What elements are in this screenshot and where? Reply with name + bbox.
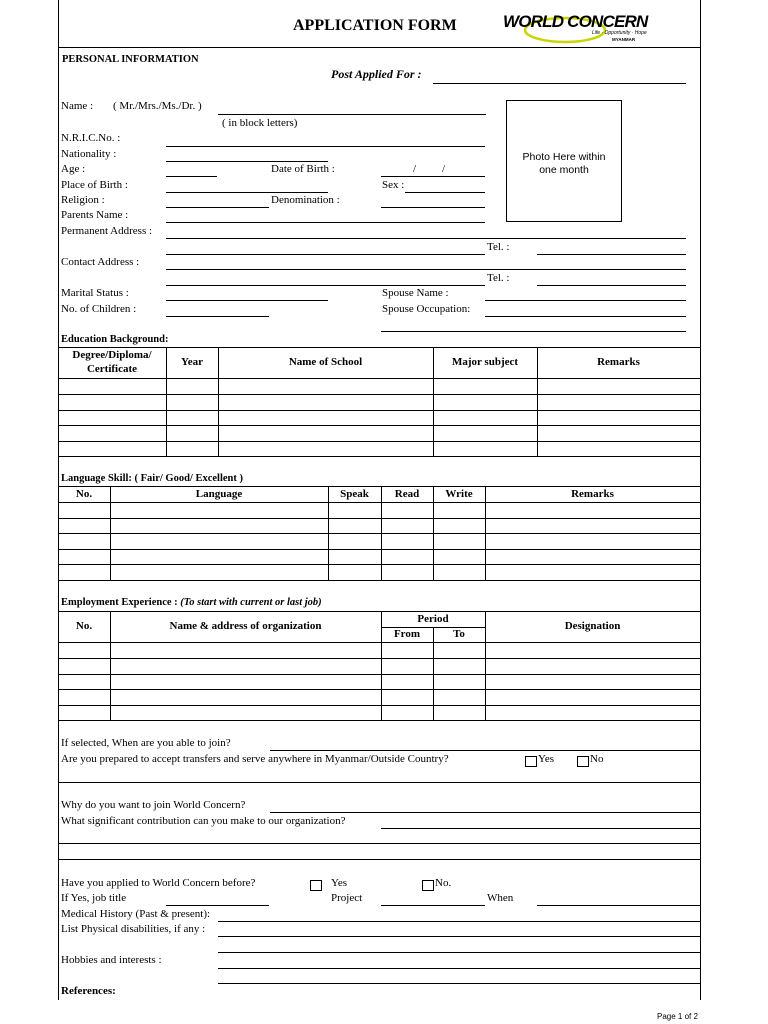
- emp-header-designation: Designation: [564, 620, 621, 633]
- language-title: Language Skill: ( Fair/ Good/ Excellent ): [61, 473, 244, 484]
- references-label: References:: [61, 985, 116, 997]
- spouse-name-input[interactable]: [485, 300, 686, 301]
- denomination-input[interactable]: [381, 207, 485, 208]
- why-join-input[interactable]: [270, 812, 701, 813]
- tel-label-1: Tel. :: [487, 241, 510, 253]
- section-divider-1: [58, 782, 701, 783]
- employment-title: Employment Experience :: [61, 597, 178, 608]
- hobbies-input-3[interactable]: [218, 983, 701, 984]
- post-applied-label: Post Applied For :: [331, 67, 422, 81]
- hobbies-input-2[interactable]: [218, 968, 701, 969]
- nric-input[interactable]: [166, 146, 485, 147]
- logo-tagline: Life · Opportunity · Hope: [592, 30, 647, 36]
- nationality-input[interactable]: [166, 161, 328, 162]
- when-input[interactable]: [537, 905, 701, 906]
- logo-sub: MYANMAR: [612, 37, 636, 42]
- job-title-input[interactable]: [166, 905, 269, 906]
- dob-label: Date of Birth :: [271, 163, 335, 175]
- applied-no-checkbox[interactable]: [422, 880, 434, 891]
- religion-label: Religion :: [61, 194, 105, 206]
- employment-title-row: [61, 598, 322, 609]
- form-title: APPLICATION FORM: [293, 17, 457, 34]
- lang-header-read: Read: [394, 487, 420, 500]
- permanent-address-input-2[interactable]: [166, 254, 485, 255]
- edu-header-remarks: Remarks: [597, 356, 640, 369]
- edu-header-school: Name of School: [288, 356, 363, 369]
- lang-header-speak: Speak: [340, 487, 369, 500]
- sex-input[interactable]: [405, 192, 485, 193]
- spouse-name-label: Spouse Name :: [382, 287, 449, 299]
- permanent-address-label: Permanent Address :: [61, 225, 153, 237]
- join-when-input[interactable]: [270, 750, 701, 751]
- transfers-yes-checkbox[interactable]: [525, 756, 537, 767]
- permanent-address-input-1[interactable]: [166, 238, 686, 239]
- salutation-label: ( Mr./Mrs./Ms./Dr. ): [113, 100, 202, 112]
- emp-header-no: No.: [75, 620, 93, 633]
- place-of-birth-label: Place of Birth :: [61, 179, 128, 191]
- transfers-no-label: No: [590, 753, 604, 765]
- nric-label: N.R.I.C.No. :: [61, 132, 121, 144]
- children-label: No. of Children :: [61, 303, 137, 315]
- children-input[interactable]: [166, 316, 269, 317]
- applied-yes-checkbox[interactable]: [310, 880, 322, 891]
- transfers-no-checkbox[interactable]: [577, 756, 589, 767]
- tel-input-2[interactable]: [537, 285, 686, 286]
- project-label: Project: [331, 892, 363, 904]
- sex-label: Sex :: [382, 179, 405, 191]
- lang-header-remarks: Remarks: [571, 487, 614, 500]
- dob-slash-2: /: [442, 163, 446, 175]
- section-personal-title: PERSONAL INFORMATION: [62, 54, 199, 65]
- when-label: When: [487, 892, 514, 904]
- education-title: Education Background:: [61, 334, 169, 345]
- nationality-label: Nationality :: [61, 148, 117, 160]
- emp-header-to: To: [453, 628, 465, 641]
- medical-input[interactable]: [218, 921, 701, 922]
- spouse-occupation-label: Spouse Occupation:: [382, 303, 471, 315]
- edu-header-degree: Degree/Diploma/ Certificate: [72, 349, 152, 375]
- tel-input-1[interactable]: [537, 254, 686, 255]
- lang-header-write: Write: [445, 487, 473, 500]
- parents-name-input[interactable]: [166, 222, 485, 223]
- project-input[interactable]: [381, 905, 485, 906]
- religion-input[interactable]: [166, 207, 269, 208]
- hobbies-label: Hobbies and interests :: [61, 954, 162, 966]
- disabilities-label: List Physical disabilities, if any :: [61, 923, 206, 935]
- emp-header-org: Name & address of organization: [169, 620, 322, 633]
- name-input[interactable]: [218, 114, 486, 115]
- lang-header-language: Language: [195, 487, 243, 500]
- dob-input[interactable]: [381, 176, 485, 177]
- answer-line-2[interactable]: [58, 859, 701, 860]
- name-label: Name :: [61, 100, 94, 112]
- lang-header-no: No.: [75, 487, 93, 500]
- spouse-occupation-input[interactable]: [485, 316, 686, 317]
- parents-name-label: Parents Name :: [61, 209, 129, 221]
- denomination-label: Denomination :: [271, 194, 340, 206]
- contribution-input[interactable]: [381, 828, 701, 829]
- spouse-occupation-input-2[interactable]: [381, 331, 686, 332]
- marital-status-label: Marital Status :: [61, 287, 129, 299]
- age-label: Age :: [61, 163, 86, 175]
- transfers-yes-label: Yes: [538, 753, 555, 765]
- edu-header-major: Major subject: [451, 356, 519, 369]
- join-when-label: If selected, When are you able to join?: [61, 737, 231, 749]
- emp-header-from: From: [393, 628, 421, 641]
- why-join-label: Why do you want to join World Concern?: [61, 799, 246, 811]
- photo-box[interactable]: [506, 100, 622, 222]
- applied-no-label: No.: [435, 877, 452, 889]
- employment-title-note: (To start with current or last job): [180, 597, 322, 608]
- edu-header-year: Year: [181, 356, 203, 369]
- transfers-label: Are you prepared to accept transfers and serve anywhere in Myanmar/Outside Country?: [61, 753, 449, 765]
- contact-address-input-2[interactable]: [166, 285, 485, 286]
- emp-header-period: Period: [417, 612, 449, 625]
- block-letters-note: ( in block letters): [222, 117, 298, 129]
- answer-line-1[interactable]: [58, 843, 701, 844]
- page-number: Page 1 of 2: [657, 1012, 698, 1021]
- disabilities-input[interactable]: [218, 936, 701, 937]
- applied-before-label: Have you applied to World Concern before?: [61, 877, 256, 889]
- contact-address-input-1[interactable]: [166, 269, 686, 270]
- photo-note: Photo Here within one month: [522, 151, 606, 176]
- tel-label-2: Tel. :: [487, 272, 510, 284]
- medical-label: Medical History (Past & present):: [61, 908, 211, 920]
- logo-text: WORLD CONCERN: [503, 12, 648, 31]
- header-divider: [58, 47, 701, 48]
- applied-yes-label: Yes: [331, 877, 348, 889]
- dob-slash-1: /: [413, 163, 417, 175]
- job-title-label: If Yes, job title: [61, 892, 127, 904]
- age-input[interactable]: [166, 176, 217, 177]
- hobbies-input-1[interactable]: [218, 952, 701, 953]
- contact-address-label: Contact Address :: [61, 256, 140, 268]
- place-of-birth-input[interactable]: [166, 192, 328, 193]
- contribution-label: What significant contribution can you make to our organization?: [61, 815, 346, 827]
- form-border-right: [700, 0, 701, 1000]
- marital-status-input[interactable]: [166, 300, 328, 301]
- post-applied-input[interactable]: [433, 83, 686, 84]
